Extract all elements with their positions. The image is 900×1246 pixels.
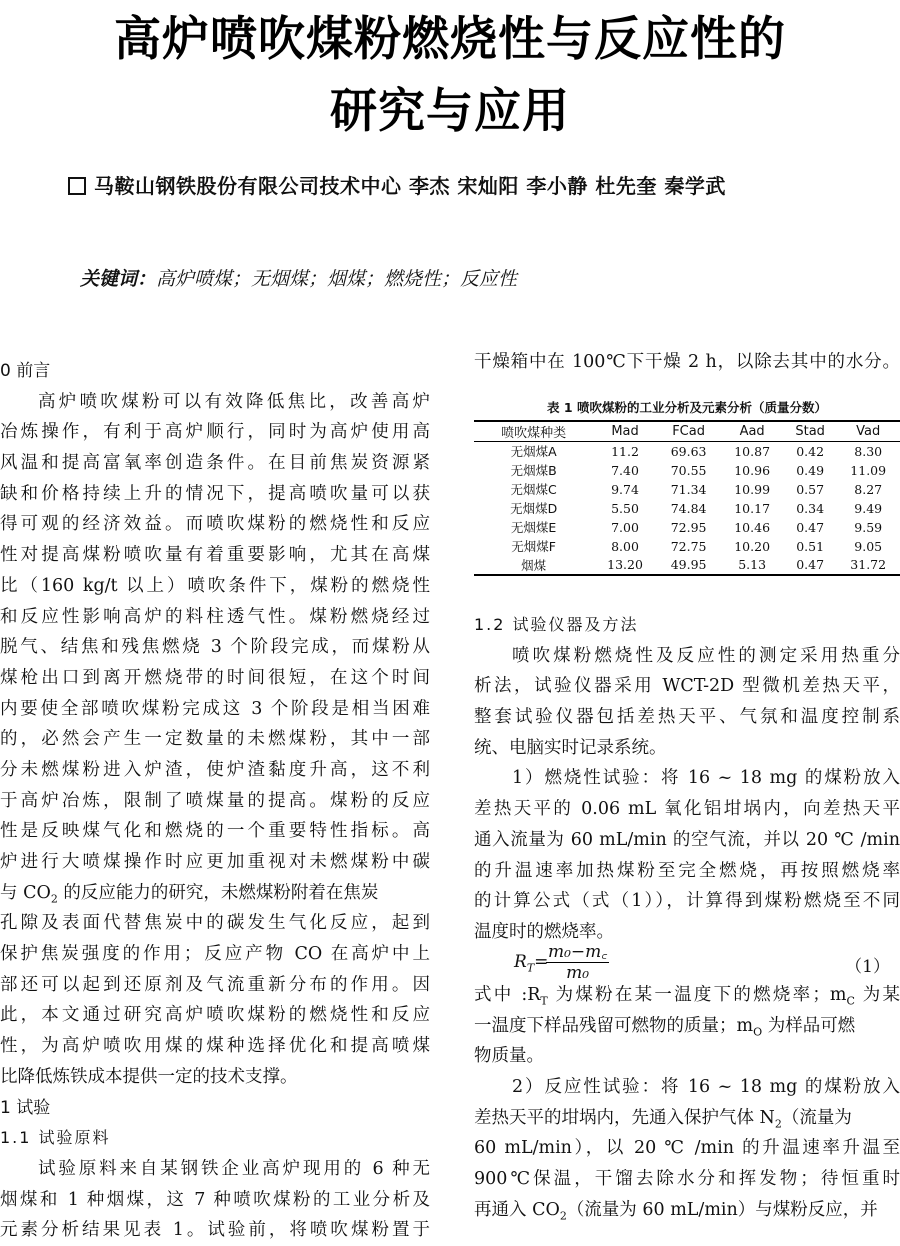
table-row xyxy=(474,461,900,480)
text-line: 析法，试验仪器采用 WCT-2D 型微机差热天平， xyxy=(474,676,900,697)
formula-symbol: R xyxy=(514,952,527,972)
text-fragment: 与 CO xyxy=(0,882,51,903)
text-line: 试验原料来自某钢铁企业高炉现用的 6 种无 xyxy=(38,1158,430,1179)
text-fragment: 的反应能力的研究，未燃煤粉附着在焦炭 xyxy=(57,882,379,903)
table-cell: 31.72 xyxy=(836,556,900,575)
table-cell: 74.84 xyxy=(670,500,707,516)
table-cell: 0.47 xyxy=(796,519,825,535)
text-fragment: 式中 :R xyxy=(474,985,541,1005)
text-line: 缺和价格持续上升的情况下，提高喷吹量可以获 xyxy=(0,483,430,504)
text-line: 的计算公式（式（1）），计算得到煤粉燃烧至不同 xyxy=(474,891,900,912)
section-heading-1: 1 试验 xyxy=(0,1097,51,1118)
table-cell: 72.75 xyxy=(670,538,707,554)
table-cell: 烟煤 xyxy=(474,556,593,575)
table-header-cell: Aad xyxy=(720,421,784,442)
table-cell: 69.63 xyxy=(670,443,707,459)
table-cell: 0.47 xyxy=(784,556,837,575)
table-cell: 无烟煤D xyxy=(510,501,558,516)
table-cell: 8.00 xyxy=(611,538,639,554)
text-line: 烟煤和 1 种烟煤，这 7 种喷吹煤粉的工业分析及 xyxy=(0,1189,430,1210)
table-cell: 无烟煤F xyxy=(511,539,556,554)
table-cell: 10.20 xyxy=(734,538,771,554)
text-line: 喷吹煤粉燃烧性及反应性的测定采用热重分 xyxy=(512,645,900,666)
text-line: 的升温速率加热煤粉至完全燃烧，再按照燃烧率 xyxy=(474,860,900,881)
table-cell: 5.50 xyxy=(611,500,639,516)
text-fragment: （流量为 60 mL/min）与煤粉反应，并 xyxy=(566,1199,878,1220)
text-line: 差热天平的 0.06 mL 氧化铝坩埚内，向差热天平 xyxy=(474,799,900,820)
text-line: 的，必然会产生一定数量的未燃煤粉，其中一部 xyxy=(0,729,430,750)
table-row xyxy=(474,518,900,537)
text-line: 风温和提高富氧率创造条件。在目前焦炭资源紧 xyxy=(0,453,430,474)
table-cell: 0.49 xyxy=(796,462,825,478)
table-cell: 0.51 xyxy=(796,538,825,554)
text-line: 统、电脑实时记录系统。 xyxy=(474,737,667,758)
text-line: 高炉喷吹煤粉可以有效降低焦比，改善高炉 xyxy=(38,391,430,412)
text-line: 此，本文通过研究高炉喷吹煤粉的燃烧性和反应 xyxy=(0,1005,430,1026)
text-line: 脱气、结焦和残焦燃烧 3 个阶段完成，而煤粉从 xyxy=(0,637,430,658)
text-line-co2 xyxy=(0,878,430,909)
text-fragment: 为煤粉在某一温度下的燃烧率；m xyxy=(547,985,847,1005)
text-fragment: 为样品可燃 xyxy=(762,1015,856,1036)
text-line: 部还可以起到还原剂及气流重新分布的作用。因 xyxy=(0,974,430,995)
table-cell: 0.57 xyxy=(796,481,825,497)
subscript: T xyxy=(526,961,535,975)
paper-title-line2: 研究与应用 xyxy=(330,84,570,139)
text-line xyxy=(474,1103,900,1134)
table-cell: 10.96 xyxy=(734,462,771,478)
table-cell: 9.74 xyxy=(611,481,639,497)
text-line: 性是反映煤气化和燃烧的一个重要特性指标。高 xyxy=(0,821,430,842)
text-fragment: 一温度下样品残留可燃物的质量；m xyxy=(474,1015,754,1036)
text-fragment: （流量为 xyxy=(781,1107,852,1128)
table-cell: 8.27 xyxy=(854,481,883,497)
right-column-bottom xyxy=(474,980,900,1226)
text-line: 900℃保温，干馏去除水分和挥发物；待恒重时 xyxy=(474,1169,900,1190)
table-cell: 5.13 xyxy=(720,556,784,575)
formula-fraction xyxy=(546,942,609,983)
left-column xyxy=(0,356,430,1246)
table-row xyxy=(474,537,900,556)
right-column-top xyxy=(474,347,900,378)
paper-title-line1: 高炉喷吹煤粉燃烧性与反应性的 xyxy=(114,12,786,67)
text-line: 和反应性影响高炉的料柱透气性。煤粉燃烧经过 xyxy=(0,606,430,627)
table-row xyxy=(474,480,900,499)
table-cell: 7.40 xyxy=(611,462,639,478)
text-line: 内要使全部喷吹煤粉完成这 3 个阶段是相当困难 xyxy=(0,698,430,719)
text-line: 60 mL/min），以 20 ℃ /min 的升温速率升温至 xyxy=(474,1138,900,1159)
right-column-body xyxy=(474,610,900,948)
text-line: 通入流量为 60 mL/min 的空气流，并以 20 ℃ /min xyxy=(474,829,900,850)
table-cell: 13.20 xyxy=(593,556,657,575)
formula-number: （1） xyxy=(845,957,890,977)
text-line: 冶炼操作，有利于高炉顺行，同时为高炉使用高 xyxy=(0,422,430,443)
analysis-table xyxy=(474,420,900,576)
subscript: 2 xyxy=(774,1117,782,1131)
author-line xyxy=(68,170,726,199)
authors-text: 马鞍山钢铁股份有限公司技术中心 李杰 宋灿阳 李小静 杜先奎 秦学武 xyxy=(94,174,726,198)
table-cell: 10.46 xyxy=(734,519,771,535)
text-line: 得可观的经济效益。而喷吹煤粉的燃烧性和反应 xyxy=(0,514,430,535)
table-cell: 8.30 xyxy=(854,443,883,459)
table-header-row xyxy=(474,421,900,442)
text-line: 物质量。 xyxy=(474,1046,544,1067)
text-line: 1）燃烧性试验：将 16 ~ 18 mg 的煤粉放入 xyxy=(512,768,900,789)
table-cell: 10.87 xyxy=(734,443,771,459)
table-cell: 9.05 xyxy=(854,538,883,554)
table-header-cell: 喷吹煤种类 xyxy=(474,421,593,442)
keywords xyxy=(80,264,517,291)
square-box-icon xyxy=(68,177,86,195)
table-row xyxy=(474,499,900,518)
table-cell: 10.17 xyxy=(734,500,771,516)
subscript: C xyxy=(846,994,855,1008)
text-fragment: 为某 xyxy=(854,985,900,1005)
subscript: 2 xyxy=(559,1209,567,1223)
text-line xyxy=(474,1195,900,1226)
subscript: 2 xyxy=(50,892,58,906)
table-cell: 11.2 xyxy=(611,443,639,459)
text-line: 性对提高煤粉喷吹量有着重要影响，尤其在高煤 xyxy=(0,545,430,566)
text-line: 温度时的燃烧率。 xyxy=(474,921,614,942)
section-heading-0: 0 前言 xyxy=(0,361,51,381)
formula-denominator: m₀ xyxy=(566,963,590,983)
table-caption: 表 1 喷吹煤粉的工业分析及元素分析（质量分数） xyxy=(547,400,827,415)
text-line: 炉进行大喷煤操作时应更加重视对未燃煤粉中碳 xyxy=(0,852,430,872)
formula-numerator: m₀−m꜀ xyxy=(548,942,608,962)
table-cell: 无烟煤C xyxy=(510,482,557,497)
table-cell: 9.59 xyxy=(854,519,883,535)
text-line: 元素分析结果见表 1。试验前，将喷吹煤粉置于 xyxy=(0,1220,430,1241)
table-cell: 0.42 xyxy=(796,443,825,459)
text-line: 2）反应性试验：将 16 ~ 18 mg 的煤粉放入 xyxy=(512,1077,900,1098)
text-line: 分未燃煤粉进入炉渣，使炉渣黏度升高，这不利 xyxy=(0,759,430,780)
table-cell: 无烟煤B xyxy=(510,463,557,478)
section-heading-1-2: 1.2 试验仪器及方法 xyxy=(474,615,639,634)
text-line: 煤枪出口到离开燃烧带的时间很短，在这个时间 xyxy=(0,667,430,688)
table-header-cell: Mad xyxy=(593,421,657,442)
table-cell: 71.34 xyxy=(670,481,707,497)
text-line: 性，为高炉喷吹用煤的煤种选择优化和提高喷煤 xyxy=(0,1036,430,1057)
table-cell: 7.00 xyxy=(611,519,639,535)
table-header-cell: Vad xyxy=(836,421,900,442)
keywords-label: 关键词： xyxy=(80,268,157,290)
text-line: 干燥箱中在 100℃下干燥 2 h，以除去其中的水分。 xyxy=(474,352,900,372)
table-cell: 无烟煤A xyxy=(510,444,557,460)
table-cell: 49.95 xyxy=(657,556,721,575)
table-cell: 70.55 xyxy=(670,462,707,478)
table-header-cell: Stad xyxy=(784,421,837,442)
table-header-cell: FCad xyxy=(657,421,721,442)
text-fragment: 再通入 CO xyxy=(474,1199,560,1220)
keywords-text: 高炉喷煤；无烟煤；烟煤；燃烧性；反应性 xyxy=(156,268,518,290)
table-cell: 0.34 xyxy=(796,500,825,516)
table-row xyxy=(474,556,900,575)
text-line: 比降低炼铁成本提供一定的技术支撑。 xyxy=(0,1066,298,1087)
table-cell: 72.95 xyxy=(670,519,707,535)
table-cell: 9.49 xyxy=(854,500,883,516)
formula-1 xyxy=(474,942,900,983)
table-cell: 10.99 xyxy=(734,481,771,497)
table-cell: 无烟煤E xyxy=(510,520,557,535)
table-row xyxy=(474,442,900,461)
text-line: 孔隙及表面代替焦炭中的碳发生气化反应，起到 xyxy=(0,913,430,934)
table-cell: 11.09 xyxy=(850,462,887,478)
text-line: 比（160 kg/t 以上）喷吹条件下，煤粉的燃烧性 xyxy=(0,575,430,596)
formula-lhs: $R_T=$ xyxy=(514,952,549,975)
text-line: 保护焦炭强度的作用；反应产物 CO 在高炉中上 xyxy=(0,944,430,965)
text-line: 整套试验仪器包括差热天平、气氛和温度控制系 xyxy=(474,707,900,728)
text-fragment: 差热天平的坩埚内，先通入保护气体 N xyxy=(474,1107,775,1128)
text-line xyxy=(474,1011,900,1042)
text-line xyxy=(474,980,900,1011)
subscript: O xyxy=(753,1025,763,1039)
text-line: 于高炉冶炼，限制了喷煤量的提高。煤粉的反应 xyxy=(0,790,430,811)
section-heading-1-1: 1.1 试验原料 xyxy=(0,1128,111,1148)
subscript: T xyxy=(540,994,548,1008)
